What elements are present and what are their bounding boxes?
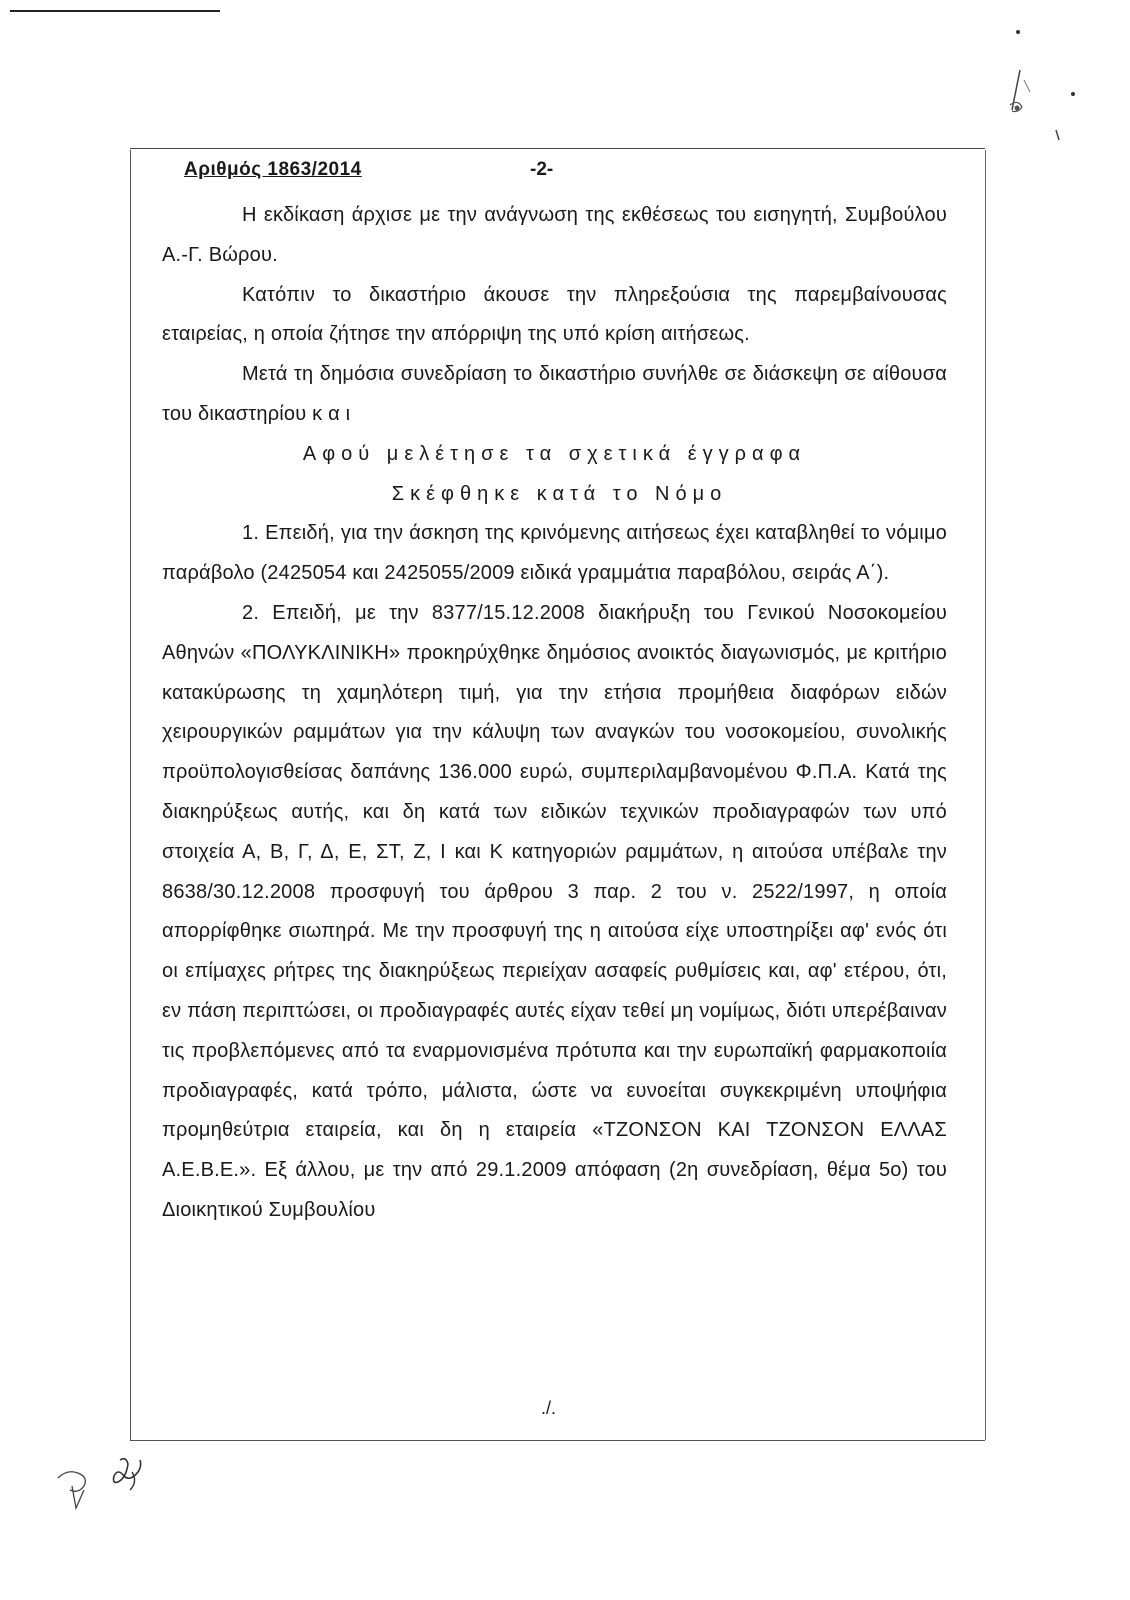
paragraph-deliberation: Μετά τη δημόσια συνεδρίαση το δικαστήριο συνήλθε σε διάσκεψη σε αίθουσα του δικαστηρίου κ α ι — [162, 363, 947, 425]
heading-considered-law: Σκέφθηκε κατά το Νόμο — [391, 482, 728, 505]
continuation-mark: ./. — [541, 1398, 557, 1418]
handwritten-signature-mark — [50, 1450, 180, 1530]
page-frame-top-rule — [130, 148, 985, 149]
page-number: -2- — [530, 159, 554, 180]
paragraph-1-fee: 1. Επειδή, για την άσκηση της κρινόμενης αιτήσεως έχει καταβληθεί το νόμιμο παράβολο (2425054 και 2425055/2009 ειδικά γραμμάτια παραβόλου, σειράς Α΄). — [162, 522, 947, 585]
page-frame-right-border — [985, 150, 986, 1440]
document-body — [162, 196, 947, 1231]
paragraph-counsel: Κατόπιν το δικαστήριο άκουσε την πληρεξούσια της παρεμβαίνουσας εταιρείας, η οποία ζήτησε την απόρριψη της υπό κρίση αιτήσεως. — [162, 283, 947, 346]
paragraph-hearing: Η εκδίκαση άρχισε με την ανάγνωση της εκθέσεως του εισηγητή, Συμβούλου Α.-Γ. Βώρου. — [162, 204, 947, 266]
decision-number: Αριθμός 1863/2014 — [184, 159, 362, 180]
page-frame-left-border — [130, 150, 131, 1440]
page-frame-bottom-rule — [130, 1440, 985, 1441]
handwritten-mark-top-right — [1000, 20, 1090, 150]
heading-studied-documents: Αφού μελέτησε τα σχετικά έγγραφα — [302, 442, 807, 465]
top-left-rule — [10, 10, 220, 12]
paragraph-2-tender: 2. Επειδή, με την 8377/15.12.2008 διακήρυξη του Γενικού Νοσοκομείου Αθηνών «ΠΟΛΥΚΛΙΝΙΚΗ» προκηρύχθηκε δημόσιος ανοικτός διαγωνισμός, με κριτήριο κατακύρωσης τη χαμηλότερη τιμή, για την ετήσια προμήθεια διαφόρων ειδών χειρουργικών ραμμάτων για την κάλυψη των αναγκών του νοσοκομείου, συνολικής προϋπολογισθείσας δαπάνης 136.000 ευρώ, συμπεριλαμβανομένου Φ.Π.Α. Κατά της διακηρύξεως αυτής, και δη κατά των ειδικών τεχνικών προδιαγραφών των υπό στοιχεία Α, Β, Γ, Δ, Ε, ΣΤ, Ζ, Ι και Κ κατηγοριών ραμμάτων, η αιτούσα υπέβαλε την 8638/30.12.2008 προσφυγή του άρθρου 3 παρ. 2 του ν. 2522/1997, η οποία απορρίφθηκε σιωπηρά. Με την προσφυγή της η αιτούσα είχε υποστηρίξει αφ' ενός ότι οι επίμαχες ρήτρες της διακηρύξεως περιείχαν ασαφείς ρυθμίσεις και, αφ' ετέρου, ότι, εν πάση περιπτώσει, οι προδιαγραφές αυτές είχαν τεθεί μη νομίμως, διότι υπερέβαιναν τις προβλεπόμενες από τα εναρμονισμένα πρότυπα και την ευρωπαϊκή φαρμακοποιία προδιαγραφές, κατά τρόπο, μάλιστα, ώστε να ευνοείται συγκεκριμένη υποψήφια προμηθεύτρια εταιρεία, και δη η εταιρεία «ΤΖΟΝΣΟΝ ΚΑΙ ΤΖΟΝΣΟΝ ΕΛΛΑΣ Α.Ε.Β.Ε.». Εξ άλλου, με την από 29.1.2009 απόφαση (2η συνεδρίαση, θέμα 5ο) του Διοικητικού Συμβουλίου — [162, 601, 947, 1221]
